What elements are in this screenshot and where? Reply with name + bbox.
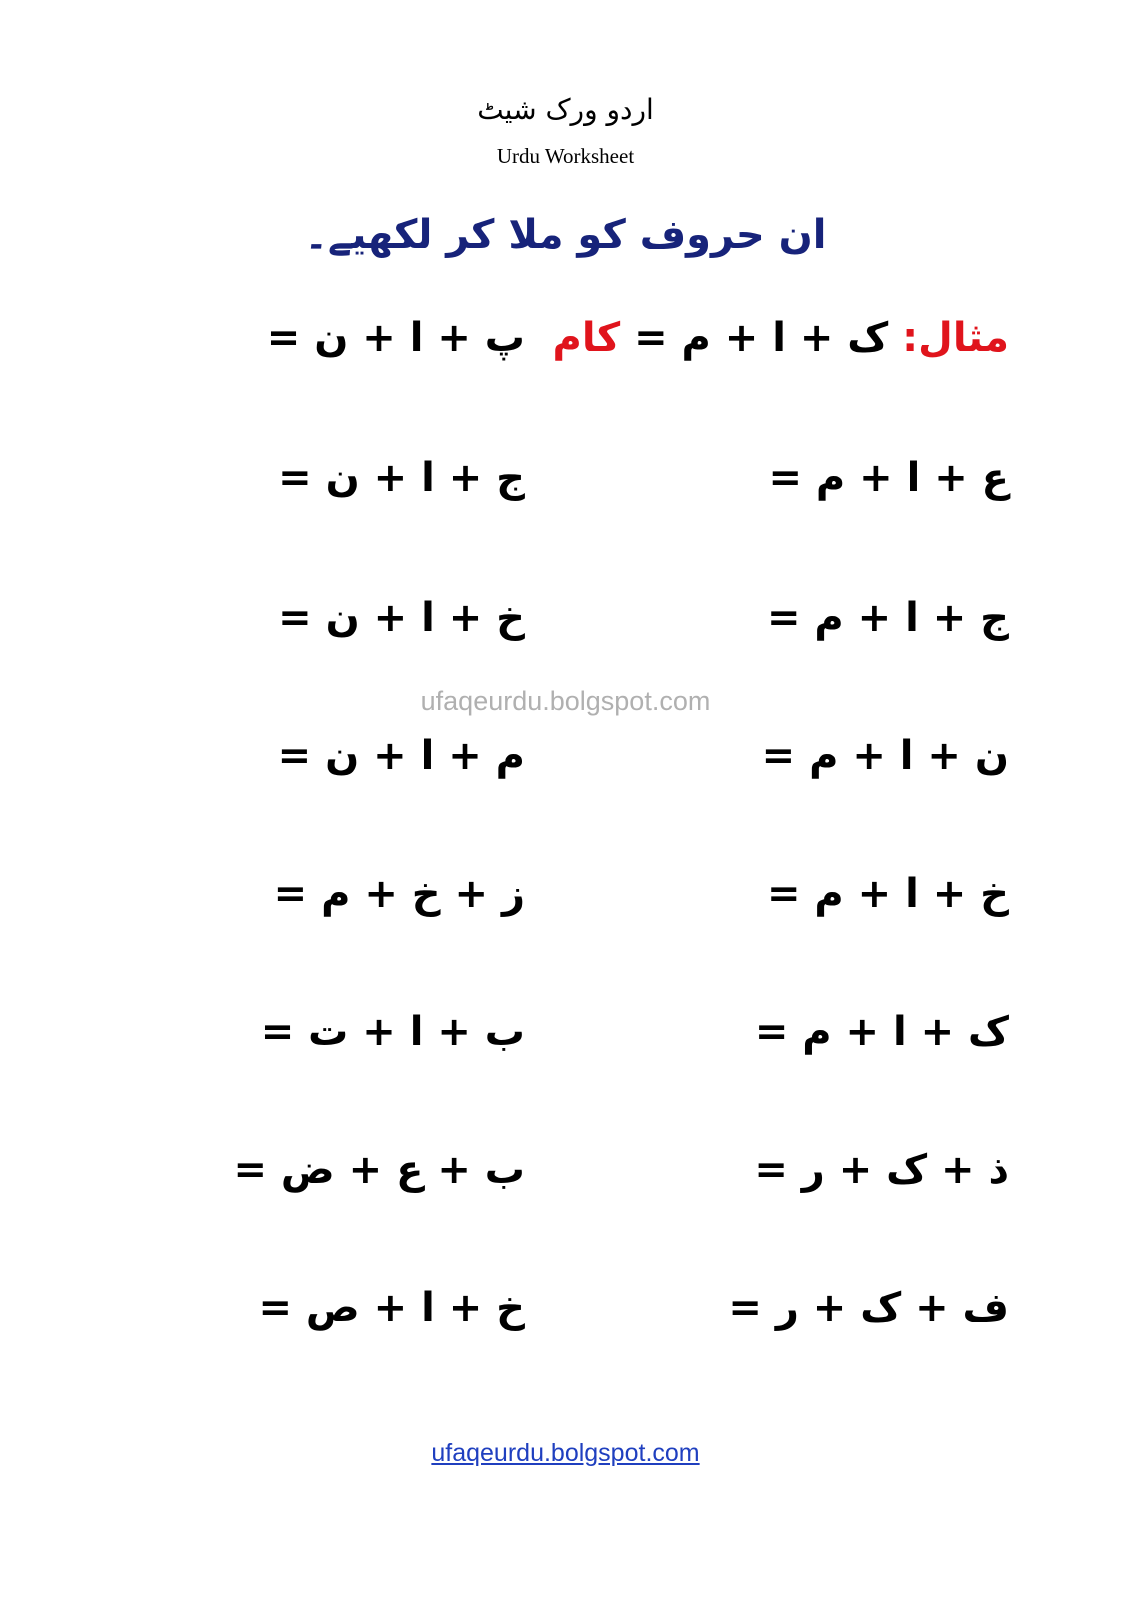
example-label: مثال: bbox=[902, 315, 1009, 361]
footer bbox=[0, 1438, 1131, 1468]
exercise-item: ک + ا + م = bbox=[754, 1009, 1009, 1055]
worksheet-title-english: Urdu Worksheet bbox=[496, 144, 635, 168]
exercise-item: ج + ا + ن = bbox=[278, 455, 525, 501]
exercise-item: ذ + ک + ر = bbox=[754, 1147, 1009, 1193]
exercise-item: ف + ک + ر = bbox=[728, 1285, 1009, 1331]
instruction-heading: ان حروف کو ملا کر لکھیے۔ bbox=[304, 212, 827, 258]
exercise-item: خ + ا + ص = bbox=[258, 1285, 525, 1331]
exercise-item: پ + ا + ن = bbox=[266, 315, 525, 361]
exercise-item: م + ا + ن = bbox=[277, 733, 525, 779]
exercise-item: ز + خ + م = bbox=[273, 871, 525, 917]
footer-website-link[interactable]: ufaqeurdu.bolgspot.com bbox=[431, 1439, 700, 1467]
exercise-item: خ + ا + ن = bbox=[278, 595, 525, 641]
example-answer: کام bbox=[552, 315, 621, 361]
worksheet-title-urdu: اردو ورک شیٹ bbox=[477, 93, 654, 126]
exercise-item: ب + ا + ت = bbox=[260, 1009, 525, 1055]
exercise-item: ع + ا + م = bbox=[768, 455, 1009, 501]
example-expression: ک + ا + م = bbox=[634, 315, 889, 361]
watermark-text: ufaqeurdu.bolgspot.com bbox=[420, 686, 711, 716]
exercise-item: خ + ا + م = bbox=[766, 871, 1009, 917]
exercise-item: ن + ا + م = bbox=[761, 733, 1009, 779]
exercise-item: ب + ع + ض = bbox=[233, 1147, 525, 1193]
exercise-item: ج + ا + م = bbox=[766, 595, 1009, 641]
example-row bbox=[553, 310, 1009, 366]
